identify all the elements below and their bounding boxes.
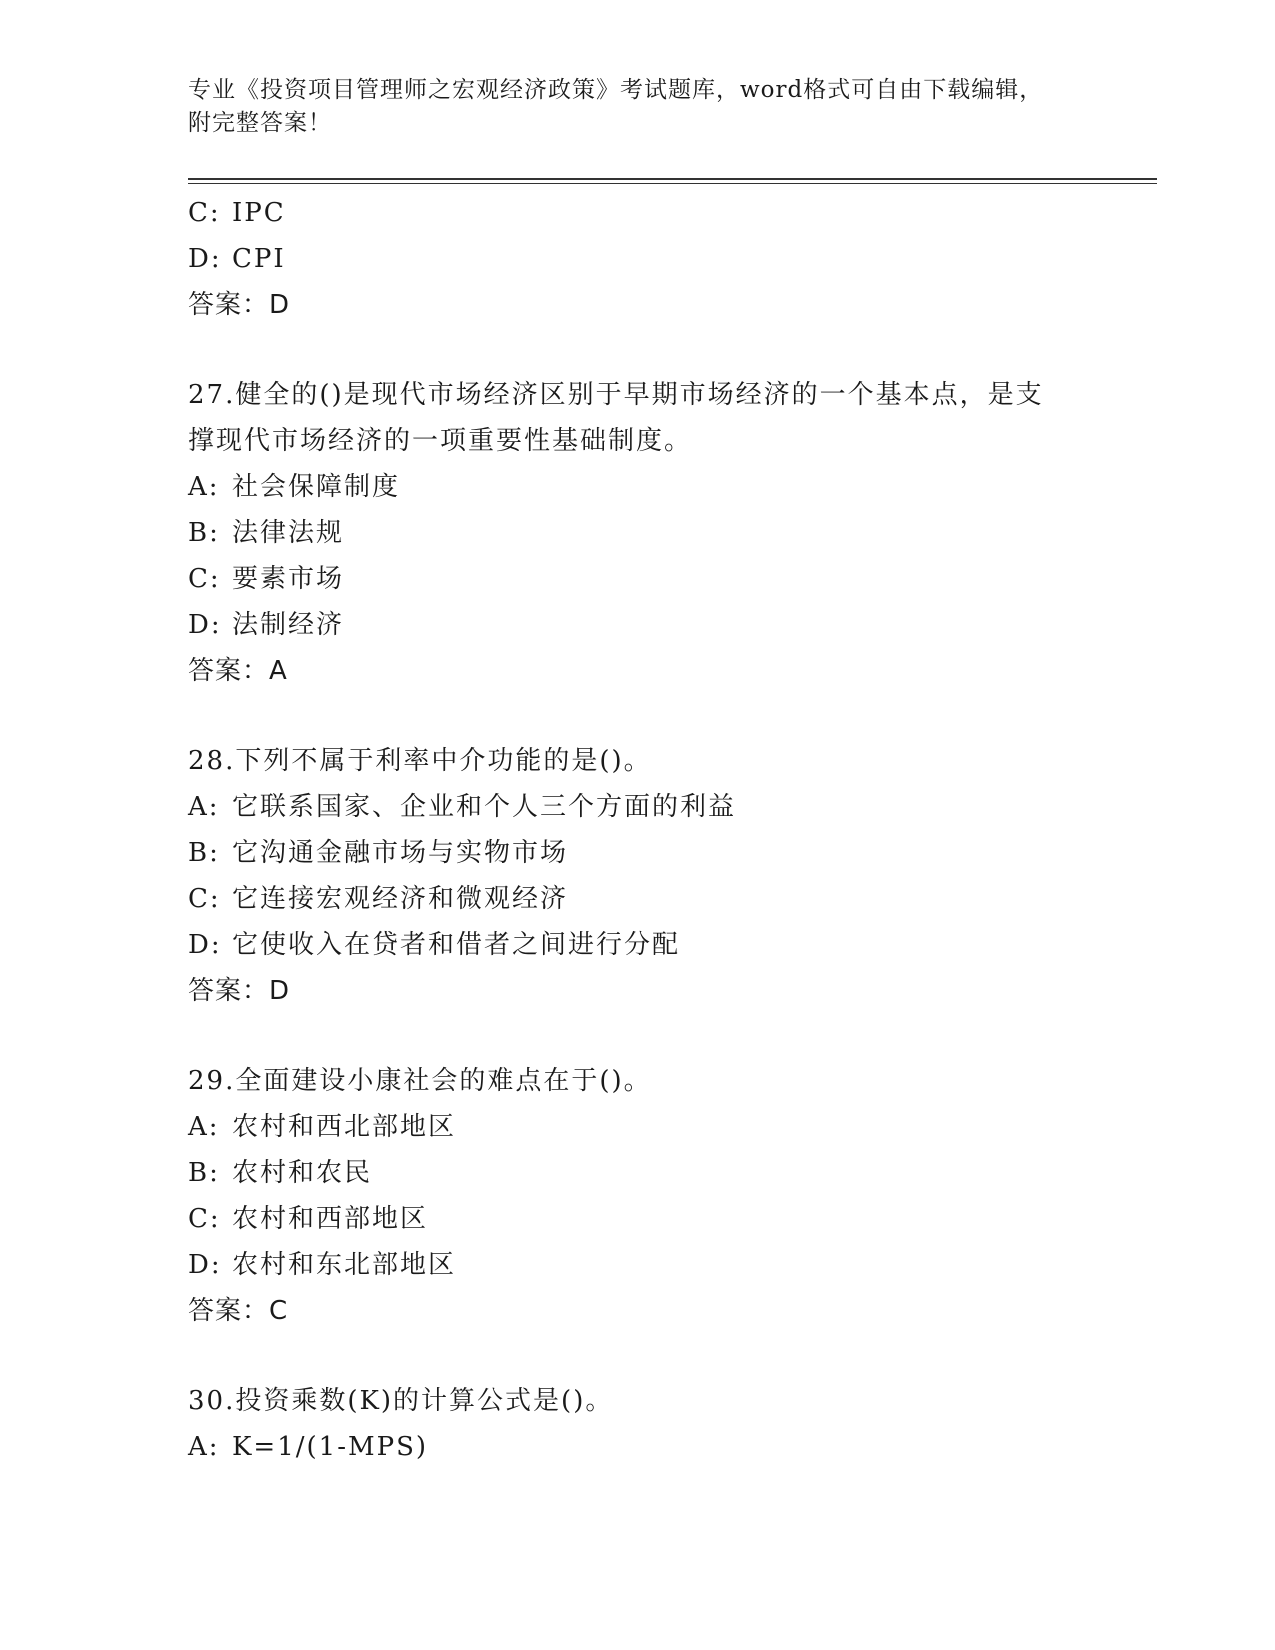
option-label: C: — [188, 198, 221, 228]
header-divider-thick — [188, 178, 1157, 180]
header-divider-thin — [188, 183, 1157, 184]
option-label: A: — [188, 472, 220, 502]
question-text-line-2: 撑现代市场经济的一项重要性基础制度。 — [188, 426, 693, 456]
option-c — [188, 190, 1088, 236]
option-text: 法制经济 — [232, 610, 345, 640]
option-text: 它联系国家、企业和个人三个方面的利益 — [232, 792, 737, 822]
option-a — [188, 1424, 1088, 1470]
option-c — [188, 556, 1088, 602]
question-text-line-1: 27.健全的()是现代市场经济区别于早期市场经济的一个基本点，是支 — [188, 380, 1044, 410]
option-b — [188, 1150, 1088, 1196]
option-text: 农村和东北部地区 — [232, 1250, 457, 1280]
answer-line: 答案：A — [188, 656, 288, 686]
option-d — [188, 1242, 1088, 1288]
option-label: A: — [188, 792, 220, 822]
question-text-line-1: 28.下列不属于利率中介功能的是()。 — [188, 746, 652, 776]
option-a — [188, 1104, 1088, 1150]
option-b — [188, 830, 1088, 876]
option-text: 法律法规 — [232, 518, 345, 548]
option-text: 农村和西北部地区 — [232, 1112, 457, 1142]
option-c — [188, 1196, 1088, 1242]
question-list — [188, 190, 1088, 1470]
question-27 — [188, 372, 1088, 694]
option-label: D: — [188, 610, 222, 640]
question-29 — [188, 1058, 1088, 1334]
option-text: IPC — [232, 198, 286, 228]
option-label: A: — [188, 1112, 220, 1142]
option-d — [188, 922, 1088, 968]
option-text: 农村和农民 — [232, 1158, 373, 1188]
option-text: 要素市场 — [232, 564, 345, 594]
question-30 — [188, 1378, 1088, 1470]
option-label: B: — [188, 838, 220, 868]
answer-line: 答案：D — [188, 976, 291, 1006]
option-text: 它连接宏观经济和微观经济 — [232, 884, 569, 914]
option-text: 它使收入在贷者和借者之间进行分配 — [232, 930, 681, 960]
option-a — [188, 784, 1088, 830]
option-label: D: — [188, 930, 222, 960]
option-text: K=1/(1-MPS) — [232, 1432, 429, 1462]
option-label: B: — [188, 518, 220, 548]
document-header — [188, 74, 1088, 140]
question-28 — [188, 738, 1088, 1014]
partial-question — [188, 190, 1088, 328]
option-text: CPI — [232, 244, 286, 274]
option-text: 农村和西部地区 — [232, 1204, 429, 1234]
answer-line: 答案：D — [188, 290, 291, 320]
answer-line: 答案：C — [188, 1296, 289, 1326]
option-c — [188, 876, 1088, 922]
option-label: C: — [188, 884, 221, 914]
option-d — [188, 236, 1088, 282]
option-label: D: — [188, 244, 222, 274]
option-label: C: — [188, 564, 221, 594]
option-b — [188, 510, 1088, 556]
option-label: A: — [188, 1432, 220, 1462]
question-text-line-1: 30.投资乘数(K)的计算公式是()。 — [188, 1386, 614, 1416]
option-label: D: — [188, 1250, 222, 1280]
option-label: B: — [188, 1158, 220, 1188]
option-a — [188, 464, 1088, 510]
option-label: C: — [188, 1204, 221, 1234]
option-d — [188, 602, 1088, 648]
option-text: 社会保障制度 — [232, 472, 401, 502]
question-text-line-1: 29.全面建设小康社会的难点在于()。 — [188, 1066, 652, 1096]
option-text: 它沟通金融市场与实物市场 — [232, 838, 569, 868]
header-line-2: 附完整答案！ — [188, 110, 332, 136]
header-line-1: 专业《投资项目管理师之宏观经济政策》考试题库，word格式可自由下载编辑， — [188, 77, 1044, 103]
